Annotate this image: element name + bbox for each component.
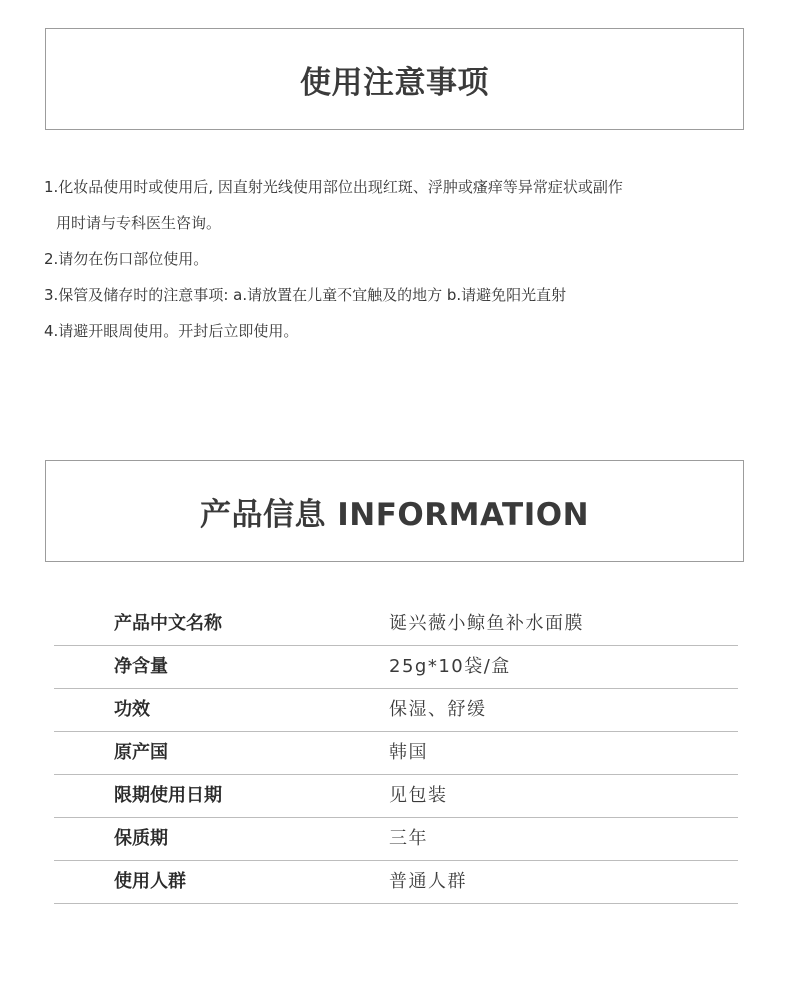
usage-notes-title-box — [45, 28, 744, 130]
usage-note-1: 1.化妆品使用时或使用后, 因直射光线使用部位出现红斑、浮肿或瘙痒等异常症状或副作 — [44, 178, 623, 196]
row-label: 保质期 — [114, 828, 168, 849]
product-info-title: 产品信息 INFORMATION — [199, 496, 590, 533]
usage-note-2: 2.请勿在伤口部位使用。 — [44, 250, 209, 268]
usage-note-1-continued: 用时请与专科医生咨询。 — [56, 214, 222, 232]
row-label: 产品中文名称 — [114, 613, 222, 634]
table-row-net-content — [54, 646, 738, 689]
row-label: 原产国 — [114, 742, 168, 763]
row-label: 功效 — [114, 699, 150, 720]
row-value: 普通人群 — [389, 871, 467, 892]
usage-notes-list — [44, 170, 754, 350]
row-value: 见包装 — [389, 785, 448, 806]
table-row-efficacy — [54, 689, 738, 732]
row-value: 三年 — [389, 828, 428, 849]
product-info-title-box — [45, 460, 744, 562]
row-value: 韩国 — [389, 742, 428, 763]
table-row-expiry-date — [54, 775, 738, 818]
row-value: 25g*10袋/盒 — [389, 656, 511, 677]
table-row-product-name — [54, 603, 738, 646]
table-row-shelf-life — [54, 818, 738, 861]
usage-notes-title: 使用注意事项 — [300, 64, 489, 101]
row-label: 净含量 — [114, 656, 168, 677]
row-label: 限期使用日期 — [114, 785, 222, 806]
table-row-origin-country — [54, 732, 738, 775]
usage-note-4: 4.请避开眼周使用。开封后立即使用。 — [44, 322, 299, 340]
usage-note-3: 3.保管及储存时的注意事项: a.请放置在儿童不宜触及的地方 b.请避免阳光直射 — [44, 286, 567, 304]
row-label: 使用人群 — [114, 871, 186, 892]
product-info-table — [54, 603, 738, 904]
row-value: 保湿、舒缓 — [389, 699, 487, 720]
table-row-target-users — [54, 861, 738, 904]
row-value: 诞兴薇小鲸鱼补水面膜 — [389, 613, 584, 634]
